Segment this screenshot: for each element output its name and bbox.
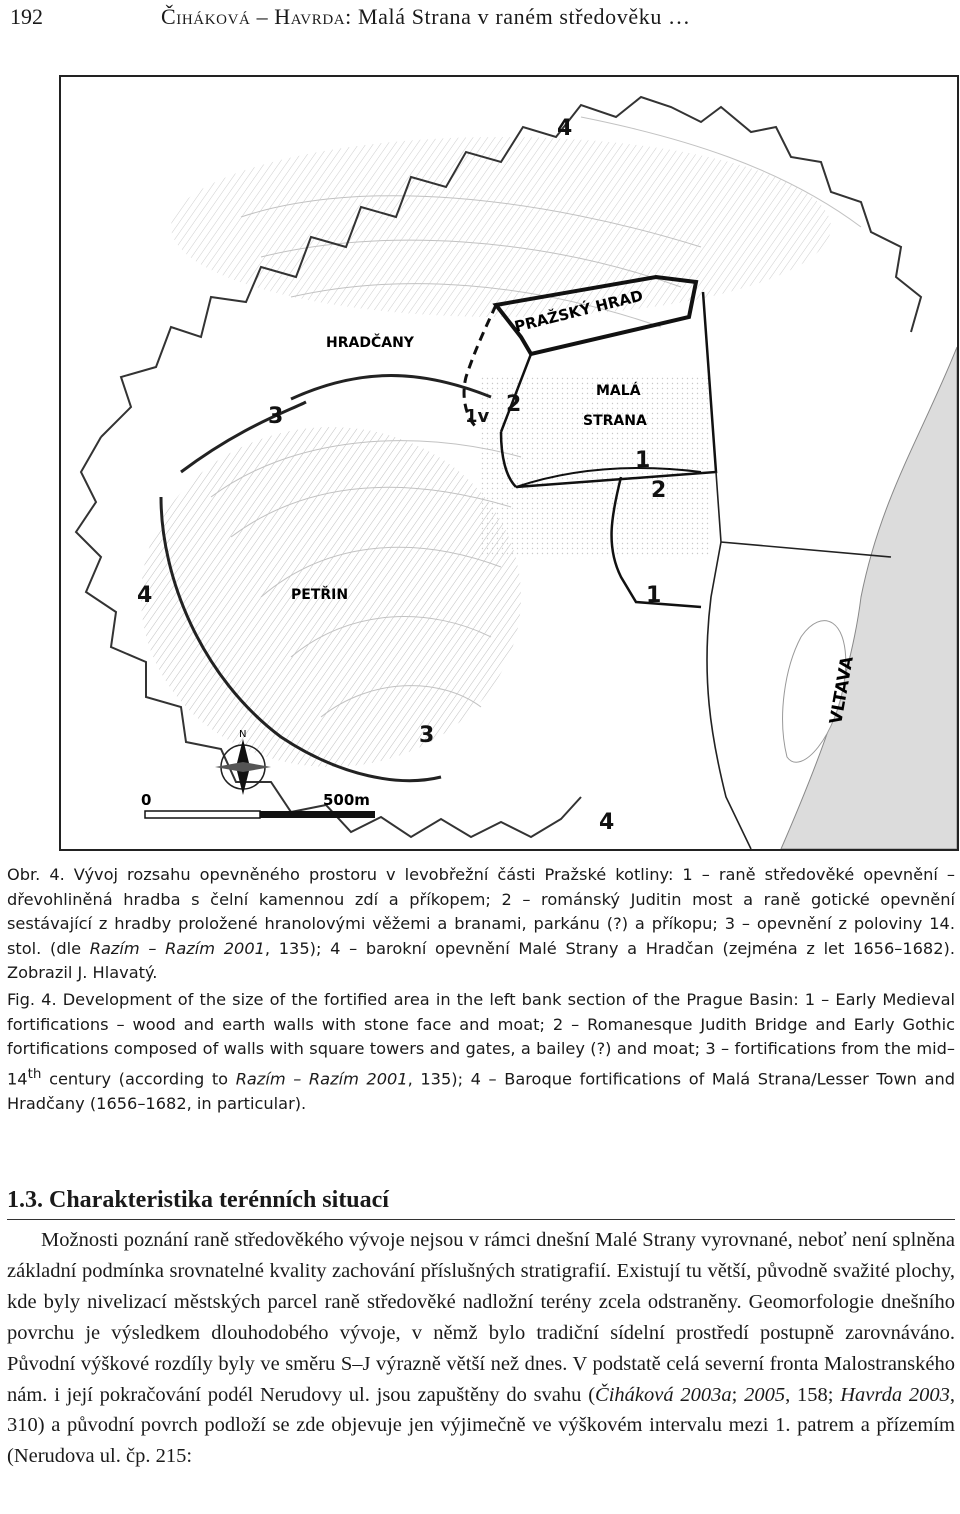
label-number-2-mid: 2 (651, 478, 667, 503)
body-paragraph (7, 1225, 955, 1472)
fortification-map-figure (59, 75, 959, 851)
label-number-4-bottom: 4 (599, 810, 615, 835)
body-citation-2: 2005 (744, 1383, 786, 1406)
label-strana: STRANA (583, 413, 647, 429)
running-head-author1: Čiháková (161, 4, 251, 29)
running-head (161, 4, 691, 30)
caption-english (7, 988, 955, 1116)
caption-cz-text-2: , 135); 4 – barokní opevnění Malé Strany a Hradčan (zejména z let 1656–1682). Zobrazil J. Hlavatý. (7, 938, 955, 983)
north-mark: N (239, 729, 247, 740)
label-number-3-left: 3 (268, 404, 284, 429)
page-header (10, 4, 950, 32)
vltava-river (781, 347, 957, 849)
running-head-author2: Havrda: (274, 4, 352, 29)
caption-en-reference: Razím – Razím 2001 (235, 1069, 408, 1089)
figure-caption (7, 863, 955, 1116)
label-number-4-top: 4 (557, 116, 573, 141)
label-petrin: PETŘIN (291, 587, 349, 603)
body-citation-3: Havrda 2003 (840, 1383, 950, 1406)
label-number-4-left: 4 (137, 583, 153, 608)
caption-en-text-2: century (according to (41, 1069, 236, 1089)
castle-ridge-terrain (171, 137, 831, 317)
fortification-map (61, 77, 957, 849)
label-number-1v: 1v (465, 406, 490, 427)
running-head-title: Malá Strana v raném středověku … (358, 4, 691, 29)
scale-label-zero: 0 (141, 791, 152, 809)
caption-czech (7, 863, 955, 986)
caption-en-text-1: Fig. 4. Development of the size of the fortified area in the left bank section of the Prague Basin: 1 – Early Medieval fortifications – wood and earth walls with stone face and moat; 2 – Romanesque Judith Bridge and Early Gothic fortifications composed of walls with square towers and gates, a bailey (?) and moat; 3 – fortifications from the mid–14 (7, 989, 955, 1089)
running-head-dash: – (256, 4, 269, 29)
body-text-1: Možnosti poznání raně středověkého vývoje nejsou v rámci dnešní Malé Strany vyrovnané, neboť není splněna základní podmínka srovnatelné kvality zachování příslušných stratigrafií. Existují tu větší, původně svažité plochy, kde byly nivelizací městských parcel raně středověké nadložní terény zcela odstraněny. Geomorfologie dnešního povrchu je výsledkem dlouhodobého vývoje, v němž bylo tradiční sídelní prostředí postupně zarovnáváno. Původní výškové rozdíly byly ve směru S–J výrazně větší než dnes. V podstatě celá severní fronta Malostranského nám. i její pokračování podél Nerudovy ul. jsou zapuštěny do svahu ( (7, 1229, 955, 1406)
label-number-3-bottom: 3 (419, 723, 435, 748)
body-citation-1: Čiháková 2003a (595, 1383, 732, 1406)
label-number-1-lower: 1 (646, 583, 662, 608)
label-number-2-top: 2 (506, 392, 522, 417)
caption-en-text-3: , 135); 4 – Baroque fortifications of Malá Strana/Lesser Town and Hradčany (1656–1682, in particular). (7, 1069, 955, 1113)
label-prazsky-hrad: PRAŽSKÝ HRAD (512, 286, 645, 336)
label-vltava: VLTAVA (826, 654, 858, 726)
caption-en-superscript: th (27, 1065, 42, 1082)
label-mala: MALÁ (596, 383, 641, 399)
caption-cz-text-1: Obr. 4. Vývoj rozsahu opevněného prostoru v levobřežní části Pražské kotliny: 1 – raně středověké opevnění – dřevohliněná hradba s čelní kamennou zdí a příkopem; 2 – románský Juditin most a raně gotické opevnění sestávající z hradby proložené hranolovými věžemi a branami, parkánu (?) a příkopu; 3 – opevnění z poloviny 14. stol. (dle (7, 865, 955, 958)
body-text-4: , 310) a původní povrch podloží se zde objevuje jen výjimečně ve výškovém intervalu mezi 1. patrem a přízemím (Nerudova ul. čp. 215: (7, 1383, 956, 1468)
label-number-1-upper: 1 (635, 448, 651, 473)
scale-label-500m: 500m (323, 791, 370, 809)
label-hradcany: HRADČANY (326, 335, 414, 351)
caption-cz-reference: Razím – Razím 2001 (89, 938, 265, 958)
body-text-2: ; (731, 1383, 745, 1406)
page-number: 192 (10, 4, 43, 29)
body-text-3: , 158; (785, 1383, 841, 1406)
section-heading: 1.3. Charakteristika terénních situací (7, 1187, 389, 1213)
scale-bar (141, 791, 375, 818)
section-divider (7, 1219, 955, 1220)
